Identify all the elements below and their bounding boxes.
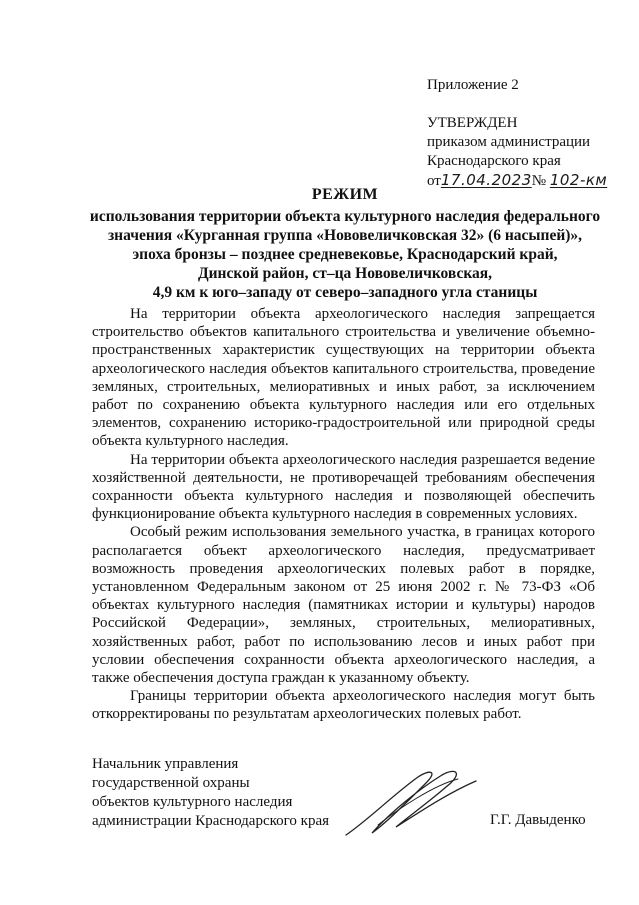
order-date: 17.04.2023	[440, 171, 532, 189]
position-line: Начальник управления	[92, 756, 239, 772]
position-line: объектов культурного наследия	[92, 794, 293, 810]
title-line: Динской район, ст–ца Нововеличковская,	[197, 265, 493, 282]
appendix-label: Приложение 2	[427, 77, 519, 93]
approval-block	[427, 76, 627, 191]
title-line: 4,9 км к юго–западу от северо–западного угла станицы	[152, 284, 538, 301]
position-line: государственной охраны	[92, 775, 250, 791]
title-line: использования территории объекта культурного наследия федерального	[89, 208, 601, 225]
signoff-position	[92, 755, 329, 831]
handwritten-signature-icon	[338, 765, 488, 845]
paragraph-boundaries: Границы территории объекта археологического наследия могут быть откорректированы по результатам археологических полевых работ.	[92, 688, 595, 723]
title-line: значения «Курганная группа «Нововеличковская 32» (6 насыпей)»,	[107, 227, 583, 244]
paragraph-permissions: На территории объекта археологического наследия разрешается ведение хозяйственной деятельности, не противоречащей требованиям обеспечения сохранности объекта культурного наследия и позволяющей обеспечить функционирование объекта культурного наследия в современных условиях.	[92, 451, 595, 523]
document-body	[92, 305, 595, 724]
signer-name: Г.Г. Давыденко	[490, 812, 586, 828]
paragraph-prohibitions: На территории объекта археологического наследия запрещается строительство объектов капитального строительства и увеличение объемно-пространственных характеристик существующих на территории объекта археологического наследия объектов капитального строительства, проведение земляных, строительных, мелиоративных и иных работ, за исключением работ по сохранению объекта культурного наследия или его отдельных элементов, сохранению историко-градостроительной или природной среды объекта культурного наследия.	[92, 306, 595, 450]
order-number: 102-км	[549, 171, 608, 189]
approved-label: УТВЕРЖДЕН	[427, 115, 518, 131]
title-heading: РЕЖИМ	[311, 186, 379, 203]
order-from-prefix: от	[427, 173, 441, 189]
position-line: администрации Краснодарского края	[92, 813, 330, 829]
approved-region: Краснодарского края	[427, 153, 561, 169]
paragraph-special-regime: Особый режим использования земельного участка, в границах которого располагается объект археологического наследия, предусматривает возможность проведения археологических полевых работ в порядке, установленном Федеральным законом от 25 июня 2002 г. № 73-ФЗ «Об объектах культурного наследия (памятниках истории и культуры) народов Российской Федерации», земляных, строительных, мелиоративных, хозяйственных работ, работ по использованию лесов и иных работ при условии обеспечения сохранности объекта археологического наследия, а также обеспечения доступа граждан к указанному объекту.	[92, 524, 595, 687]
order-number-sign: №	[531, 173, 547, 189]
document-title	[80, 185, 610, 302]
approved-by-order: приказом администрации	[427, 134, 591, 150]
title-line: эпоха бронзы – позднее средневековье, Краснодарский край,	[132, 246, 558, 263]
